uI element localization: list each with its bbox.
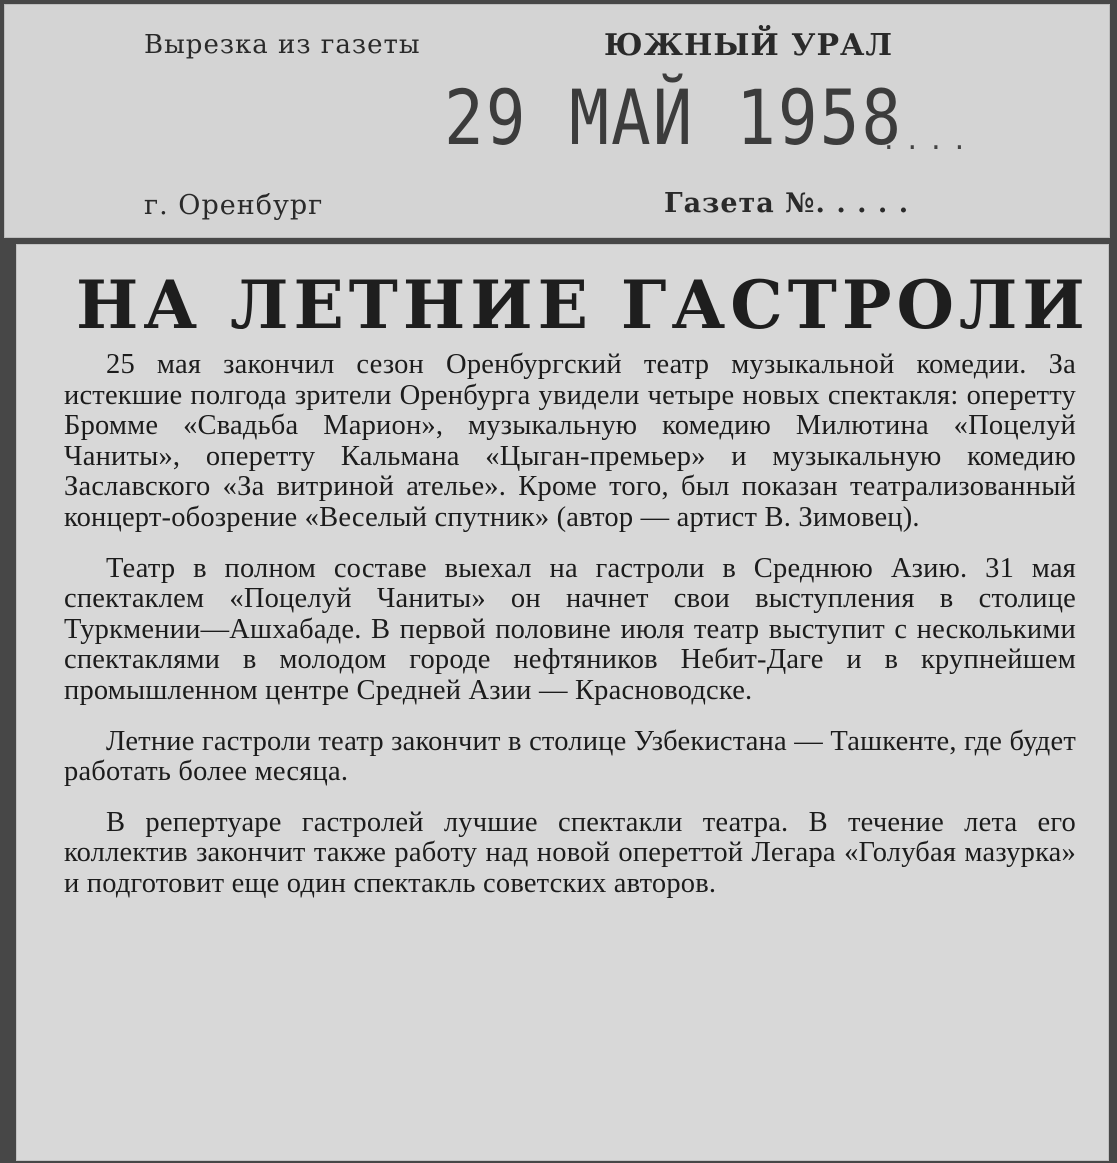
date-stamp: 29 МАЙ 1958 — [444, 74, 904, 163]
article-body — [64, 350, 1076, 900]
stamp-dots: .... — [884, 122, 979, 157]
city-label: г. Оренбург — [144, 190, 324, 221]
article-headline: НА ЛЕТНИЕ ГАСТРОЛИ — [76, 266, 1090, 344]
clip-label: Вырезка из газеты — [144, 30, 421, 60]
newspaper-name: ЮЖНЫЙ УРАЛ — [604, 28, 894, 63]
article-paragraph: 25 мая закончил сезон Оренбургский театр музыкальной комедии. За истекшие полгода зрители Оренбурга увидели четыре новых спектакля: оперетту Бромме «Свадьба Марион», музыкальную комедию Милютина «Поцелуй Чаниты», оперетту Кальмана «Цыган-премьер» и музыкальную комедию Заславского «За витриной ателье». Кроме того, был показан театрализованный концерт-обозрение «Веселый спутник» (автор — артист В. Зимовец). — [64, 349, 1076, 533]
article-paragraph: Театр в полном составе выехал на гастроли в Среднюю Азию. 31 мая спектаклем «Поцелуй Чаниты» он начнет свои выступления в столице Туркмении—Ашхабаде. В первой половине июля театр выступит с несколькими спектаклями в молодом городе нефтяников Небит-Даге и в крупнейшем промышленном центре Средней Азии — Красноводске. — [64, 552, 1076, 706]
article-paragraph: В репертуаре гастролей лучшие спектакли театра. В течение лета его коллектив закончит также работу над новой опереттой Легара «Голубая мазурка» и подготовит еще один спектакль советских авторов. — [64, 806, 1076, 899]
issue-number-label: Газета №. . . . . — [664, 188, 910, 219]
article-paragraph: Летние гастроли театр закончит в столице Узбекистана — Ташкенте, где будет работать более месяца. — [64, 725, 1076, 788]
clipping-label-card — [4, 4, 1110, 238]
newspaper-clipping — [16, 244, 1109, 1161]
